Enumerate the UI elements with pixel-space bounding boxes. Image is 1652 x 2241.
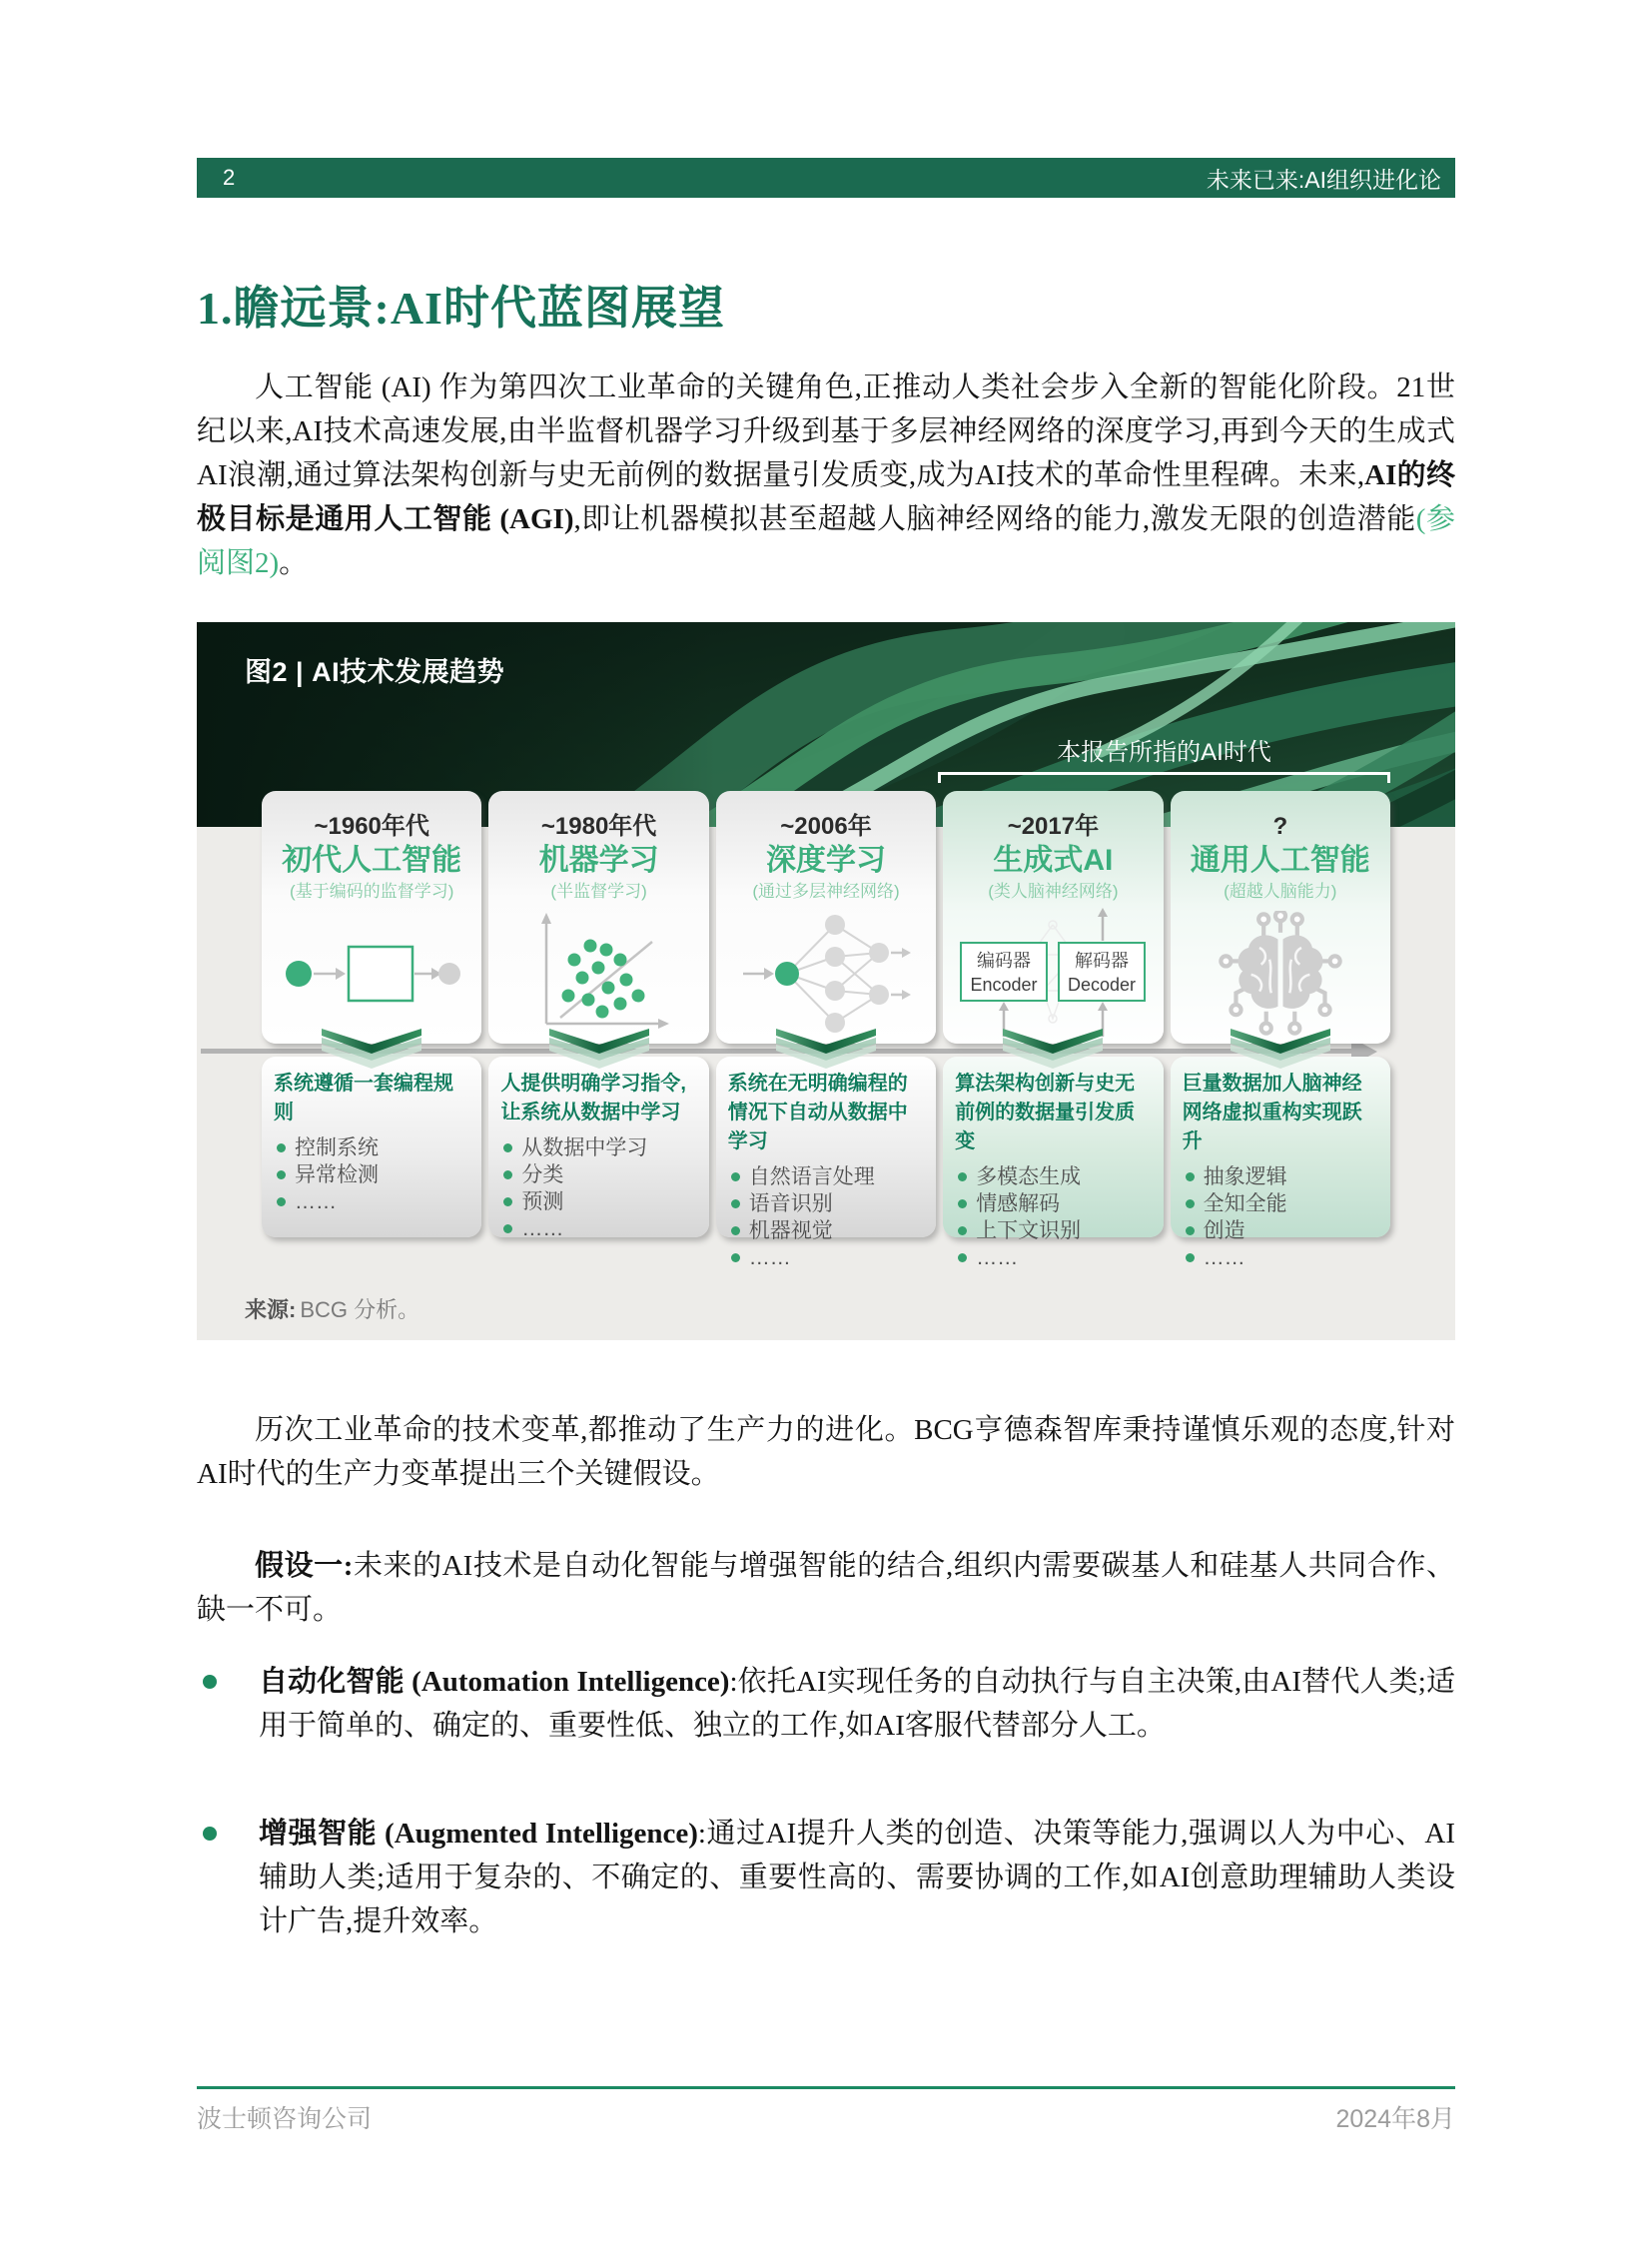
era-card-top	[262, 791, 481, 1044]
chevron-down-icon	[774, 1029, 878, 1071]
list-item	[955, 1163, 1153, 1190]
paragraph-text: 人工智能 (AI) 作为第四次工业革命的关键角色,正推动人类社会步入全新的智能化阶段。21世纪以来,AI技术高速发展,由半监督机器学习升级到基于多层神经网络的深度学习,再到今天的生成式AI浪潮,通过算法架构创新与史无前例的数据量引发质变,成为AI技术的革命性里程碑。未来,	[197, 372, 1455, 491]
bullet-dot-icon	[958, 1199, 967, 1208]
paragraph-text: 未来的AI技术是自动化智能与增强智能的结合,组织内需要碳基人和硅基人共同合作、缺一不可。	[197, 1550, 1455, 1626]
bullet-dot-icon	[277, 1170, 286, 1179]
era-card-machine-learning	[488, 791, 708, 1240]
section-title: 1.瞻远景:AI时代蓝图展望	[197, 283, 725, 334]
chevron-down-icon	[547, 1029, 651, 1071]
list-item	[1183, 1244, 1380, 1271]
list-item	[274, 1161, 471, 1188]
bullet-text: 异常检测	[295, 1163, 379, 1186]
bullet-text: 上下文识别	[976, 1219, 1082, 1242]
list-item-augmented-intelligence	[197, 1812, 1455, 1943]
page-number: 2	[223, 165, 236, 190]
era-card-description	[716, 1057, 936, 1269]
description-title: 人提供明确学习指令,让系统从数据中学习	[500, 1073, 686, 1123]
source-text: BCG 分析。	[300, 1297, 420, 1322]
page-header-bar	[197, 158, 1455, 198]
era-card-agi	[1171, 791, 1390, 1269]
bullet-dot-icon	[731, 1253, 740, 1262]
encoder-decoder-icon	[943, 903, 1163, 1044]
bullet-text: 控制系统	[295, 1136, 379, 1159]
bullet-dot-icon	[503, 1197, 512, 1206]
bold-phrase-agi: AI的终极目标是通用人工智能 (AGI)	[197, 459, 1455, 535]
bullet-dot-icon	[203, 1827, 217, 1841]
era-name: 初代人工智能	[282, 844, 462, 877]
list-item	[728, 1190, 926, 1217]
page-footer	[197, 2099, 1455, 2135]
description-bullets	[728, 1163, 926, 1271]
bullet-dot-icon	[503, 1224, 512, 1233]
term-name: 增强智能 (Augmented Intelligence)	[259, 1818, 698, 1850]
era-subtitle: (类人脑神经网络)	[988, 882, 1119, 901]
footer-date: 2024年8月	[1335, 2105, 1455, 2133]
bullet-text: 语音识别	[748, 1192, 833, 1215]
era-card-generative-ai	[943, 791, 1163, 1269]
report-running-title: 未来已来:AI组织进化论	[1206, 166, 1441, 193]
era-year: ~1960年代	[314, 813, 429, 840]
bullet-dot-icon	[958, 1172, 967, 1181]
era-name: 生成式AI	[993, 844, 1114, 877]
era-year: ~1980年代	[540, 813, 657, 840]
list-item	[1183, 1190, 1380, 1217]
bullet-dot-icon	[1186, 1253, 1195, 1262]
chevron-down-icon	[1229, 1029, 1332, 1071]
era-card-description	[1171, 1057, 1390, 1269]
list-item	[728, 1217, 926, 1244]
description-bullets	[1183, 1163, 1380, 1271]
bullet-text: ……	[976, 1246, 1019, 1269]
era-card-description	[943, 1057, 1163, 1269]
ai-era-bracket	[938, 772, 1390, 783]
era-card-top	[716, 791, 936, 1044]
term-name: 自动化智能 (Automation Intelligence)	[259, 1666, 730, 1698]
bullet-dot-icon	[503, 1143, 512, 1152]
bullet-text: 抽象逻辑	[1203, 1165, 1287, 1188]
bullet-text: 全知全能	[1203, 1192, 1287, 1215]
bullet-text: 创造	[1203, 1219, 1245, 1242]
description-title: 系统在无明确编程的情况下自动从数据中学习	[727, 1073, 908, 1152]
bullet-text: 分类	[521, 1163, 564, 1186]
era-card-description	[488, 1057, 708, 1240]
list-item	[728, 1163, 926, 1190]
bullet-text: ……	[1203, 1246, 1245, 1269]
bullet-text: 从数据中学习	[521, 1136, 648, 1159]
bullet-dot-icon	[958, 1226, 967, 1235]
footer-company: 波士顿咨询公司	[197, 2105, 373, 2133]
bullet-text: 预测	[521, 1190, 564, 1213]
list-item	[728, 1244, 926, 1271]
era-card-top	[943, 791, 1163, 1044]
term-definition: :依托AI实现任务的自动执行与自主决策,由AI替代人类;适用于简单的、确定的、重要性低、独立的工作,如AI客服代替部分人工。	[259, 1666, 1455, 1742]
era-name: 深度学习	[765, 844, 886, 877]
bullet-text: 多模态生成	[976, 1165, 1082, 1188]
bullet-dot-icon	[731, 1172, 740, 1181]
era-card-description	[262, 1057, 481, 1237]
bullet-dot-icon	[277, 1197, 286, 1206]
list-item	[500, 1215, 698, 1242]
bullet-dot-icon	[1186, 1172, 1195, 1181]
bullet-dot-icon	[277, 1143, 286, 1152]
description-title: 巨量数据加人脑神经网络虚拟重构实现跃升	[1182, 1073, 1362, 1152]
figure-title: 图2 | AI技术发展趋势	[245, 657, 505, 687]
bullet-text: ……	[295, 1190, 337, 1213]
list-item	[500, 1188, 698, 1215]
list-item-automation-intelligence	[197, 1660, 1455, 1748]
description-bullets	[500, 1134, 698, 1242]
list-item	[500, 1134, 698, 1161]
bullet-text: 情感解码	[976, 1192, 1061, 1215]
bullet-text: ……	[521, 1217, 564, 1240]
bullet-dot-icon	[731, 1199, 740, 1208]
brain-circuit-icon	[1171, 903, 1390, 1044]
scatter-plot-icon	[488, 903, 708, 1044]
hypothesis-label: 假设一:	[255, 1550, 354, 1582]
description-bullets	[274, 1134, 471, 1215]
era-card-top	[488, 791, 708, 1044]
term-definition: :通过AI提升人类的创造、决策等能力,强调以人为中心、AI辅助人类;适用于复杂的、不确定的、重要性高的、需要协调的工作,如AI创意助理辅助人类设计广告,提升效率。	[259, 1818, 1455, 1937]
list-item	[500, 1161, 698, 1188]
figure-source	[245, 1293, 419, 1324]
bullet-text: 自然语言处理	[748, 1165, 875, 1188]
rule-flow-icon	[262, 903, 481, 1044]
source-label: 来源:	[245, 1297, 297, 1322]
bullet-dot-icon	[958, 1253, 967, 1262]
footer-divider	[197, 2086, 1455, 2089]
encoder-label-en: Encoder	[970, 974, 1038, 995]
era-subtitle: (通过多层神经网络)	[752, 882, 900, 901]
era-year: ~2006年	[780, 813, 872, 840]
figure-2	[197, 622, 1455, 1340]
hypothesis-paragraph	[197, 1544, 1455, 1632]
era-card-early-ai	[262, 791, 481, 1237]
description-title: 算法架构创新与史无前例的数据量引发质变	[955, 1073, 1136, 1152]
bullet-dot-icon	[1186, 1199, 1195, 1208]
list-item	[955, 1217, 1153, 1244]
encoder-label-zh: 编码器	[977, 950, 1032, 971]
era-year: ~2017年	[1007, 813, 1100, 840]
list-item	[1183, 1217, 1380, 1244]
intro-paragraph	[197, 366, 1455, 585]
bullet-dot-icon	[503, 1170, 512, 1179]
ai-era-bracket-label: 本报告所指的AI时代	[1057, 739, 1271, 766]
neural-network-icon	[716, 903, 936, 1044]
era-subtitle: (基于编码的监督学习)	[290, 882, 454, 901]
list-item	[274, 1188, 471, 1215]
bullet-text: ……	[748, 1246, 791, 1269]
era-card-deep-learning	[716, 791, 936, 1269]
description-bullets	[955, 1163, 1153, 1271]
list-item	[955, 1190, 1153, 1217]
intelligence-types-list	[197, 1660, 1455, 1943]
list-item	[955, 1244, 1153, 1271]
figure2-reference-link[interactable]: (参阅图2)	[197, 503, 1455, 579]
paragraph-text: 。	[279, 547, 309, 579]
era-name: 通用人工智能	[1190, 844, 1370, 877]
bullet-text: 机器视觉	[748, 1219, 833, 1242]
era-name: 机器学习	[538, 844, 659, 877]
bullet-dot-icon	[1186, 1226, 1195, 1235]
era-subtitle: (超越人脑能力)	[1224, 882, 1337, 901]
decoder-label-zh: 解码器	[1075, 950, 1130, 971]
list-item	[1183, 1163, 1380, 1190]
body-paragraph: 历次工业革命的技术变革,都推动了生产力的进化。BCG亨德森智库秉持谨慎乐观的态度,针对AI时代的生产力变革提出三个关键假设。	[197, 1414, 1455, 1490]
chevron-down-icon	[1001, 1029, 1105, 1071]
era-year: ?	[1272, 813, 1288, 840]
era-cards-row	[262, 791, 1390, 1269]
decoder-label-en: Decoder	[1068, 974, 1137, 995]
era-card-top	[1171, 791, 1390, 1044]
description-title: 系统遵循一套编程规则	[274, 1073, 453, 1123]
era-subtitle: (半监督学习)	[550, 882, 647, 901]
list-item	[274, 1134, 471, 1161]
chevron-down-icon	[320, 1029, 423, 1071]
paragraph-text: ,即让机器模拟甚至超越人脑神经网络的能力,激发无限的创造潜能	[573, 503, 1416, 535]
bullet-dot-icon	[203, 1675, 217, 1689]
bullet-dot-icon	[731, 1226, 740, 1235]
